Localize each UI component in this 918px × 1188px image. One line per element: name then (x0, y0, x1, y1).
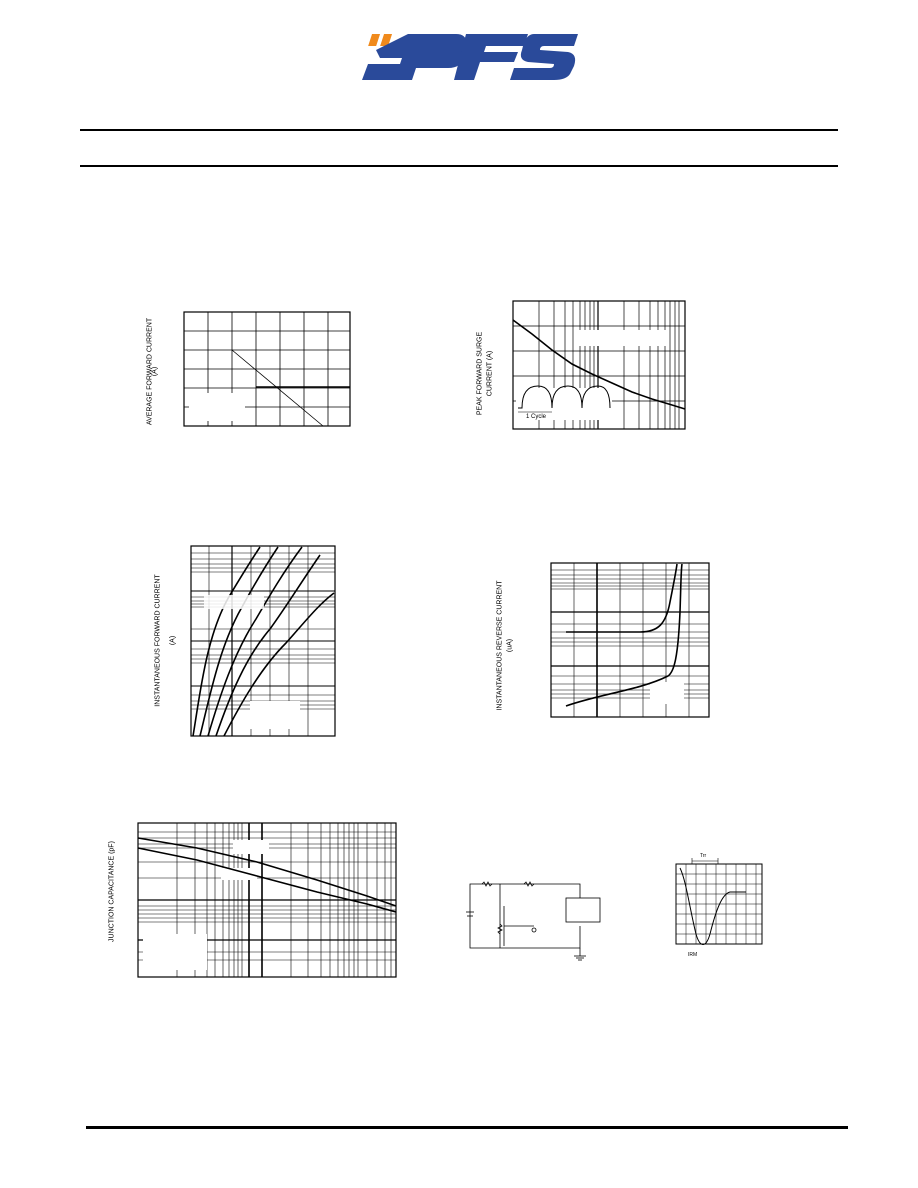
fig5-series-2 (138, 848, 396, 912)
header-rule-bottom (80, 165, 838, 167)
fig1-chart (183, 311, 351, 427)
fig2-annotation: 1 Cycle (526, 414, 547, 420)
fig6-irm-label: IRM (688, 952, 698, 958)
fig6-waveform (670, 850, 764, 960)
fig4-grid (551, 563, 709, 717)
header-rule-top (80, 129, 838, 131)
fig4-series-1 (566, 564, 677, 632)
fig6-scope-box (566, 898, 600, 922)
fig4-chart (550, 562, 710, 718)
fig4-ylabel-unit: (uA) (506, 638, 514, 653)
fig1-ylabel: AVERAGE FORWARD CURRENT (146, 317, 154, 426)
fig5-ylabel: JUNCTION CAPACITANCE (pF) (108, 841, 116, 942)
fig3-ylabel-unit: (A) (169, 635, 177, 646)
fig4-legend-box (650, 682, 684, 704)
fig5-label-box-1 (233, 840, 269, 854)
fig5-legend-box (143, 934, 207, 970)
fig6-circuit (462, 876, 608, 962)
fig1-legend-box (189, 393, 245, 421)
fig3-legend-box (250, 701, 300, 729)
fig3-chart (190, 545, 336, 737)
fig5-chart (137, 822, 397, 978)
fig3-ylabel: INSTANTANEOUS FORWARD CURRENT (154, 574, 162, 707)
fig6-grid (676, 864, 762, 944)
fig2-chart (512, 300, 686, 430)
fig3-label-box (204, 595, 264, 609)
fig1-ylabel-unit: (A) (151, 366, 159, 377)
fig2-legend-box (576, 330, 668, 346)
fig2-ylabel: PEAK FORWARD SURGE (476, 331, 484, 416)
footer-rule (86, 1126, 848, 1129)
brand-logo (358, 28, 580, 84)
fig4-ylabel: INSTANTANEOUS REVERSE CURRENT (496, 580, 504, 711)
fig2-ylabel-unit: CURRENT (A) (486, 350, 494, 397)
fig6-trr-label: Trr (700, 853, 707, 859)
